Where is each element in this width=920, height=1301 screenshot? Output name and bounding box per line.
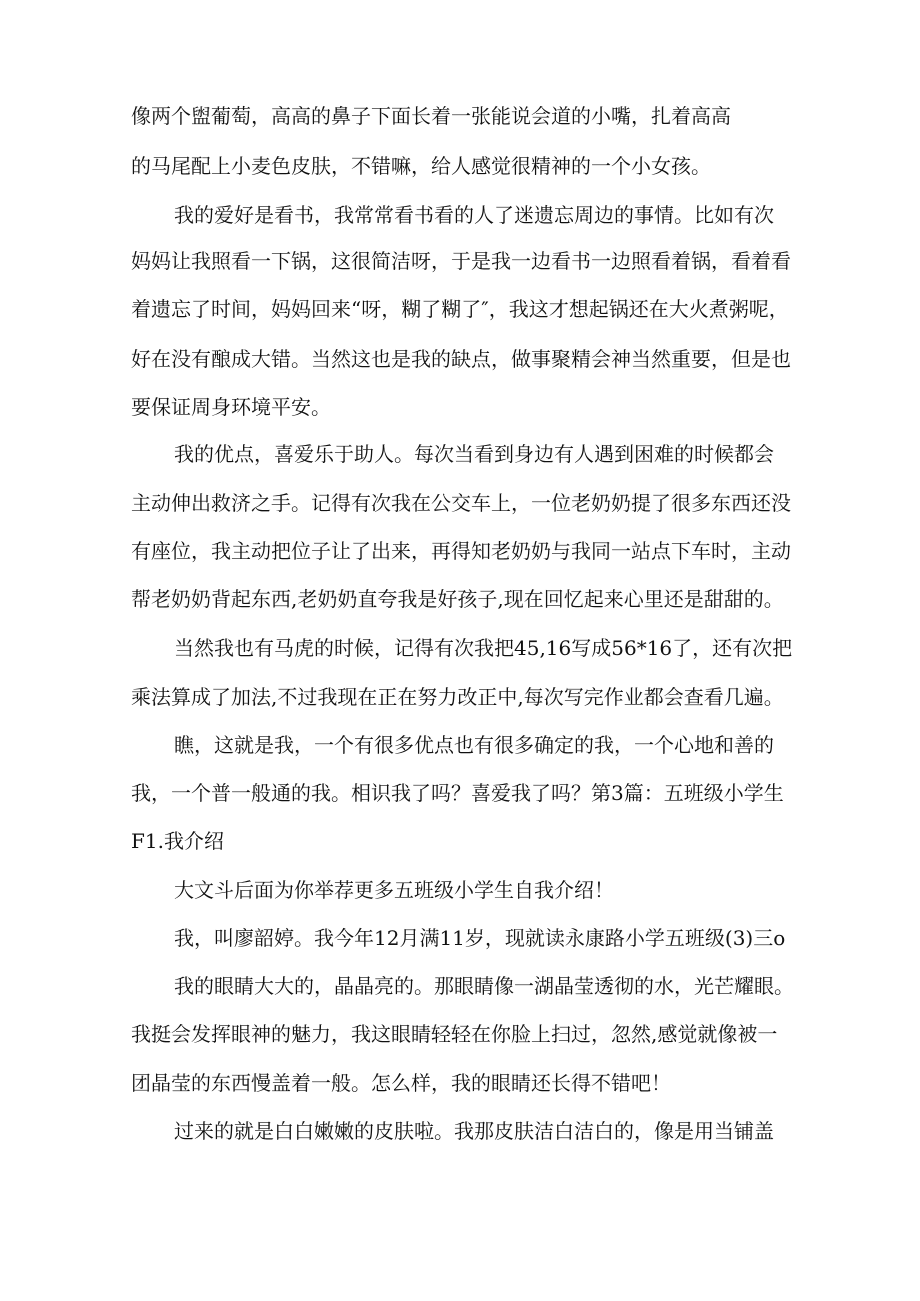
text-line: F1.我介绍 [131, 829, 224, 853]
text-line: 我的优点，喜爱乐于助人。每次当看到身边有人遇到困难的时候都会 [174, 442, 774, 466]
text-line: 我的爱好是看书，我常常看书看的人了迷遗忘周边的事情。比如有次 [174, 203, 774, 227]
text-line: 团晶莹的东西慢盖着一般。怎么样，我的眼睛还长得不错吧！ [131, 1071, 671, 1095]
text-line: 我，一个普一般通的我。相识我了吗？喜爱我了吗？第3篇：五班级小学生 [131, 781, 784, 805]
text-line: 我的眼睛大大的，晶晶亮的。那眼睛像一湖晶莹透彻的水，光芒耀眼。 [174, 974, 794, 998]
text-line: 大文斗后面为你举荐更多五班级小学生自我介绍！ [174, 878, 614, 902]
text-line: 帮老奶奶背起东西,老奶奶直夸我是好孩子,现在回忆起来心里还是甜甜的。 [131, 587, 784, 611]
text-line: 像两个盥葡萄，高高的鼻子下面长着一张能说会道的小嘴，扎着高高 [131, 104, 731, 128]
text-line: 妈妈让我照看一下锅，这很简洁呀，于是我一边看书一边照看着锅，看着看 [131, 249, 791, 273]
text-line: 着遗忘了时间，妈妈回来“呀，糊了糊了″，我这才想起锅还在大火煮粥呢， [131, 297, 789, 321]
text-line: 我，叫廖韶婷。我今年12月满11岁，现就读永康路小学五班级(3)三o [174, 926, 786, 950]
text-line: 乘法算成了加法,不过我现在正在努力改正中,每次写完作业都会查看几遍。 [131, 685, 784, 709]
text-line: 当然我也有马虎的时候，记得有次我把45,16写成56*16了，还有次把 [174, 636, 793, 660]
text-line: 主动伸出救济之手。记得有次我在公交车上，一位老奶奶提了很多东西还没 [131, 491, 791, 515]
text-line: 有座位，我主动把位子让了出来，再得知老奶奶与我同一站点下车时，主动 [131, 539, 791, 563]
text-line: 好在没有酿成大错。当然这也是我的缺点，做事聚精会神当然重要，但是也 [131, 347, 791, 371]
text-line: 过来的就是白白嫩嫩的皮肤啦。我那皮肤洁白洁白的，像是用当铺盖 [174, 1119, 774, 1143]
text-line: 的马尾配上小麦色皮肤，不错嘛，给人感觉很精神的一个小女孩。 [131, 154, 711, 178]
text-line: 我挺会发挥眼神的魅力，我这眼睛轻轻在你脸上扫过，忽然,感觉就像被一 [131, 1022, 778, 1046]
text-line: 要保证周身环境平安。 [131, 395, 331, 419]
text-line: 瞧，这就是我，一个有很多优点也有很多确定的我，一个心地和善的 [174, 733, 774, 757]
